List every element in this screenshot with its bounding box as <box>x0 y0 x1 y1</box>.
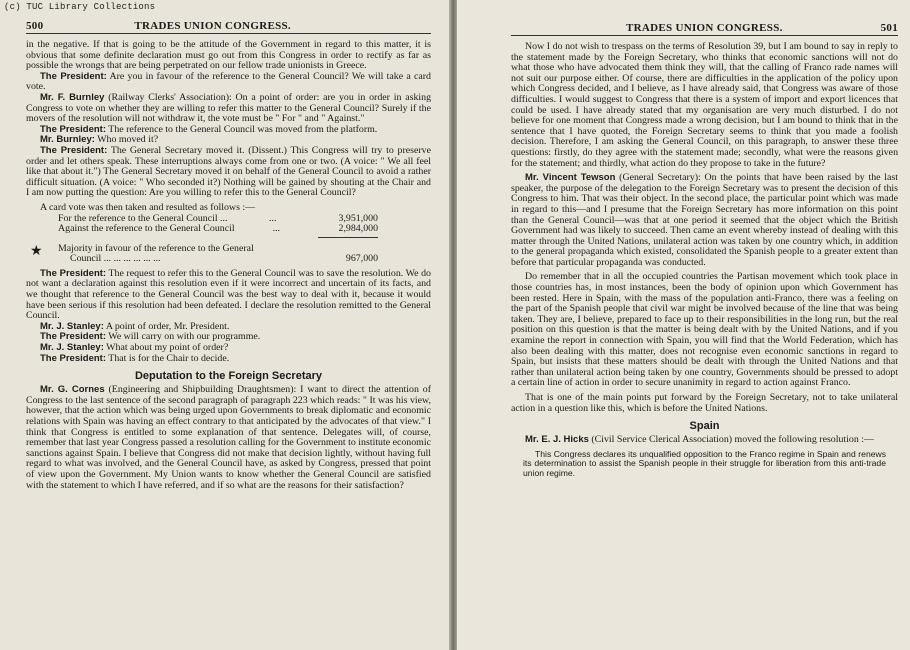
paragraph: Do remember that in all the occupied countries the Partisan movement which took place in those countries has, in most instances, been the body of opinion upon which Government has been rested. Here in Spain, with the mass of the population anti-Franco, there was a feeling on the part of the Spanish people that civil war might be involved because of the line that was being taken. They are, I believe, prepared to face up to their responsibilities in the long run, but the real position on this question is that the matter is being dealt with by the United Nations, and if you examine the report in connection with Spain, you will find that the World Federation, which has also been dealing with this matter, does not recognise even economic sanctions in regard to Spain, but insists that these matters should be dealt with through the United Nations and that rather than unilateral action being taken by one country, Governments should be pressed to adopt a certain line of action in order to secure unanimity in regard to action against Franco. <box>511 271 898 389</box>
speaker-name: Mr. J. Stanley: <box>40 320 104 332</box>
book-gutter <box>449 0 457 650</box>
right-page-number: 501 <box>880 22 898 34</box>
left-page-number: 500 <box>26 20 44 32</box>
speaker-name: Mr. J. Stanley: <box>40 342 104 354</box>
right-running-head <box>511 22 898 36</box>
paragraph <box>26 269 431 322</box>
vote-value: 2,984,000 <box>338 223 378 235</box>
left-running-title: TRADES UNION CONGRESS. <box>134 20 291 32</box>
card-vote-table <box>58 214 378 238</box>
vote-dots: ... <box>272 223 280 235</box>
resolution-text: This Congress declares its unqualified opposition to the Franco regime in Spain and renews its determination to assist the Spanish people in their struggle for liberation from this anti-trade union regime. <box>523 448 886 478</box>
speaker-name: Mr. G. Cornes <box>40 384 105 396</box>
paragraph <box>26 354 431 365</box>
speaker-name: The President: <box>40 70 107 82</box>
majority-value: 967,000 <box>345 253 378 265</box>
speech-text: What about my point of order? <box>103 342 229 354</box>
speaker-name: Mr. Burnley: <box>40 134 95 146</box>
paragraph: That is one of the main points put forward by the Foreign Secretary, not to take unilateral action in a question like this, which is before the United Nations. <box>511 392 898 414</box>
majority-row <box>30 242 378 265</box>
right-page <box>457 0 910 650</box>
star-icon: ★ <box>30 243 43 259</box>
majority-label: Council ... ... ... ... ... ... <box>70 253 161 265</box>
left-running-head <box>26 20 431 34</box>
speaker-name: The President: <box>40 331 106 343</box>
paragraph <box>511 435 898 446</box>
speech-text: We will carry on with our programme. <box>106 331 261 343</box>
majority-line <box>58 254 378 265</box>
speech-text: A point of order, Mr. President. <box>103 320 230 332</box>
vote-row-against <box>58 224 378 235</box>
speech-text: Are you in favour of the reference to the General Council? We will take a card vote. <box>26 70 431 93</box>
majority-label: Majority in favour of the reference to the General <box>58 242 254 254</box>
speaker-name: The President: <box>40 123 106 135</box>
watermark: (c) TUC Library Collections <box>4 2 156 12</box>
paragraph <box>26 146 431 199</box>
speech-text: The request to refer this to the General Council was to save the resolution. We do not want a declaration against this resolution even if it were incorrect and uncertain of its facts, and we thought that reference to the General Council was the best way to deal with it, because it would have been serious if this resolution had been defeated. I declare the resolution remitted to the General Council. <box>26 267 431 322</box>
paragraph: Now I do not wish to trespass on the terms of Resolution 39, but I am bound to say in reply to the statement made by the Foreign Secretary, who thinks that economic sanctions will not do what those who have advocated them think they will, that the calling of Franco rade names will not suit our purpose either. Of course, there are difficulties in the application of the policy upon which Congress decided, and I believe, as I have already said, that Congress was aware of those difficulties. I would suggest to Congress that there is a system of import and export licences that could be used. I have already stated that my organisation are very much disturbed. I do not believe for one moment that Congress made a wrong decision, but I am bound to think that in the sentence that I have quoted, the Foreign Secretary seems to think that you made a foolish decision. Therefore, I am asking the General Council, on this paragraph, to answer these three questions: firstly, do they agree with the statement made; secondly, what were the reasons given for the statement; and thirdly, what action do they propose to take in the future? <box>511 41 898 169</box>
speaker-name: Mr. F. Burnley <box>40 91 105 103</box>
speech-text: (Railway Clerks' Association): On a point of order: are you in order in asking Congress to vote on whether they are willing to refer this matter to the General Council? Surely if the movers of the resolution will not withdraw it, the vote must be " For " and " Against." <box>26 91 432 125</box>
vote-label: For the reference to the General Council ... <box>58 212 228 224</box>
speech-text: The reference to the General Council was moved from the platform. <box>106 123 378 135</box>
speech-text: The General Secretary moved it. (Dissent.) This Congress will try to preserve order and let others speak. These interruptions always come from one or two. (A voice: " We all feel like that about it.") The General Secretary moved it on behalf of the General Council to avoid a rather difficult situation. (A voice: " Who seconded it?) Nothing will be gained by shouting at the Chair and I am now putting the question: Are you willing to refer this to the General Council? <box>26 144 431 199</box>
sum-rule <box>318 237 378 238</box>
left-page <box>0 0 449 650</box>
vote-value: 3,951,000 <box>338 212 378 224</box>
paragraph: A card vote was then taken and resulted as follows :— <box>40 201 255 213</box>
paragraph <box>26 72 431 93</box>
speech-text: (Civil Service Clerical Association) moved the following resolution :— <box>588 434 874 446</box>
speaker-name: The President: <box>40 267 107 279</box>
vote-dots: ... <box>269 212 277 224</box>
vote-label: Against the reference to the General Council <box>58 223 235 235</box>
section-heading: Deputation to the Foreign Secretary <box>134 370 323 383</box>
section-heading: Spain <box>689 420 720 433</box>
speech-text: That is for the Chair to decide. <box>106 352 230 364</box>
speaker-name: Mr. Vincent Tewson <box>525 172 616 184</box>
paragraph <box>511 173 898 268</box>
paragraph: in the negative. If that is going to be the attitude of the Government in regard to this matter, it is obvious that some definite declaration must go out from this Congress in order to rectify as far as possible the wrongs that are being perpetrated on our fellow trade unionists in Greece. <box>26 39 431 72</box>
right-running-title: TRADES UNION CONGRESS. <box>626 22 783 34</box>
paragraph <box>26 93 431 125</box>
speaker-name: The President: <box>40 352 106 364</box>
speech-text: (General Secretary): On the points that have been raised by the last speaker, the purpose of the delegation to the Foreign Secretary was to present the decision of this Congress to him. That was their object. In the second place, the particular point which was made in regard to this—and I presume that the Foreign Secretary has more information on this point than the General Council—was that at one period it seemed that the object which the British Government had was likely to succeed. Then came an event whereby instead of dealing with this matter through the United Nations, unilateral action was taken by one country which, in addition to the general propaganda which existed, consolidated the Spanish people to a greater extent than before that particular propaganda was conducted. <box>511 172 899 268</box>
paragraph <box>26 385 431 491</box>
speech-text: Who moved it? <box>94 134 159 146</box>
speaker-name: The President: <box>40 144 108 156</box>
speech-text: (Engineering and Shipbuilding Draughtsmen): I want to direct the attention of Congress to the last sentence of the second paragraph of paragraph 223 which reads: " It was his view, however, that the action which was being urged upon Governments to break diplomatic and economic relations with Spain was having an effect contrary to that anticipated by the advocates of that view." I think that Congress is entitled to some explanation of that sentence. Delegates will, of course, remember that last year Congress passed a resolution calling for the Government to institute economic sanctions against Spain. I believe that Congress did not make that decision lightly, without having full regard to what was involved, and the General Council have, as asked by Congress, pressed that point of view upon the Government. My Union wants to know whether the General Council are satisfied with the statement to which I have referred, and if so what are the reasons for their satisfaction? <box>26 384 432 491</box>
speaker-name: Mr. E. J. Hicks <box>525 434 589 446</box>
